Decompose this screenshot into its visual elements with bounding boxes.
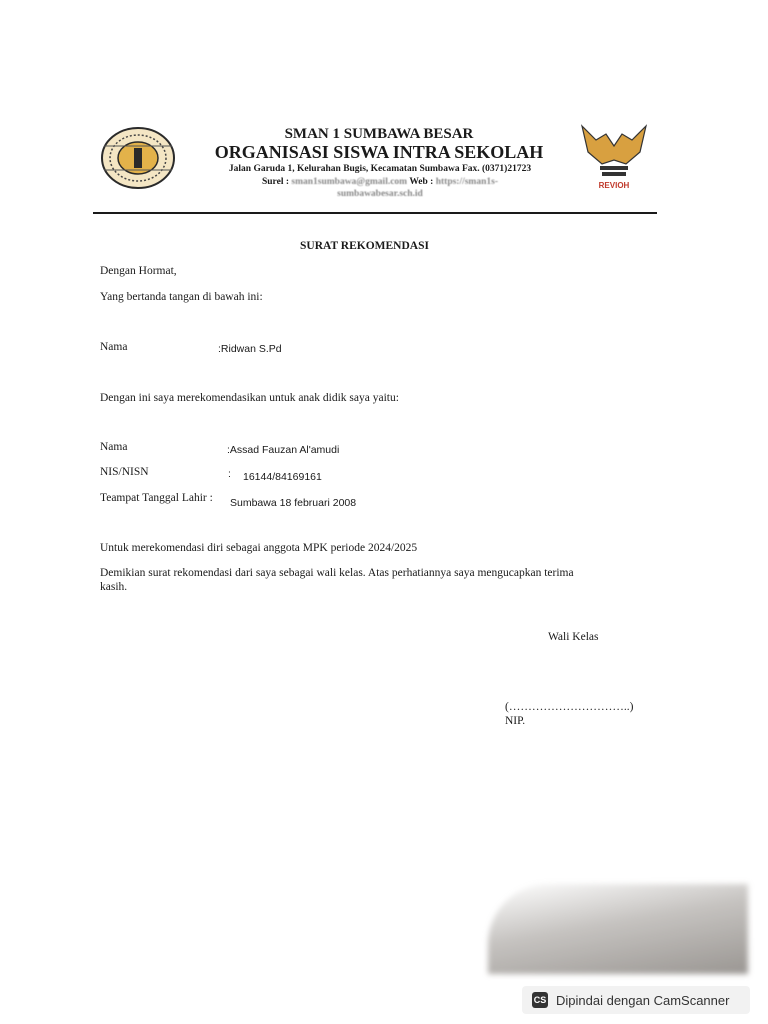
closing-line-1: Demikian surat rekomendasi dari saya sebagai wali kelas. Atas perhatiannya saya mengucapkan terima (100, 567, 574, 579)
student-name-value: :Assad Fauzan Al'amudi (227, 444, 340, 456)
web-continuation (200, 189, 560, 199)
recommend-line: Dengan ini saya merekomendasikan untuk anak didik saya yaitu: (100, 392, 399, 404)
camscanner-watermark (522, 986, 750, 1014)
signature-blank: (…………………………..) (505, 701, 634, 713)
web-value-2: sumbawabesar.sch.id (337, 189, 423, 199)
birth-value: Sumbawa 18 februari 2008 (230, 497, 357, 509)
student-name-label: Nama (100, 441, 128, 453)
web-value: https://sman1s- (435, 177, 498, 187)
camscanner-label: Dipindai dengan CamScanner (556, 992, 730, 1008)
school-logo (100, 126, 176, 190)
header-divider (93, 212, 657, 214)
svg-text:REVIOH: REVIOH (598, 181, 630, 190)
web-label: Web : (409, 177, 434, 187)
school-name: SMAN 1 SUMBAWA BESAR (284, 126, 474, 142)
osis-logo (576, 122, 652, 192)
intro-line: Yang bertanda tangan di bawah ini: (100, 291, 263, 303)
birth-label: Teampat Tanggal Lahir : (100, 492, 213, 504)
surel-label: Surel : (261, 177, 289, 187)
camscanner-icon: CS (532, 992, 548, 1008)
signer-name-value: :Ridwan S.Pd (218, 343, 282, 355)
organization-name: ORGANISASI SISWA INTRA SEKOLAH (214, 142, 544, 162)
scan-shadow (488, 884, 748, 974)
contact-line (200, 177, 560, 187)
surel-value: sman1sumbawa@gmail.com (291, 177, 408, 187)
school-address: Jalan Garuda 1, Kelurahan Bugis, Kecamatan Sumbawa Fax. (0371)21723 (228, 164, 532, 174)
letter-title: SURAT REKOMENDASI (300, 240, 429, 252)
purpose-line: Untuk merekomendasi diri sebagai anggota MPK periode 2024/2025 (100, 542, 418, 554)
nis-label: NIS/NISN (100, 466, 149, 478)
nip-label: NIP. (505, 715, 526, 727)
nis-colon: : (228, 468, 231, 480)
closing-line-2: kasih. (100, 581, 128, 593)
signer-name-label: Nama (100, 341, 128, 353)
greeting: Dengan Hormat, (100, 265, 177, 277)
signature-title: Wali Kelas (548, 631, 599, 643)
nis-value: 16144/84169161 (243, 471, 322, 483)
